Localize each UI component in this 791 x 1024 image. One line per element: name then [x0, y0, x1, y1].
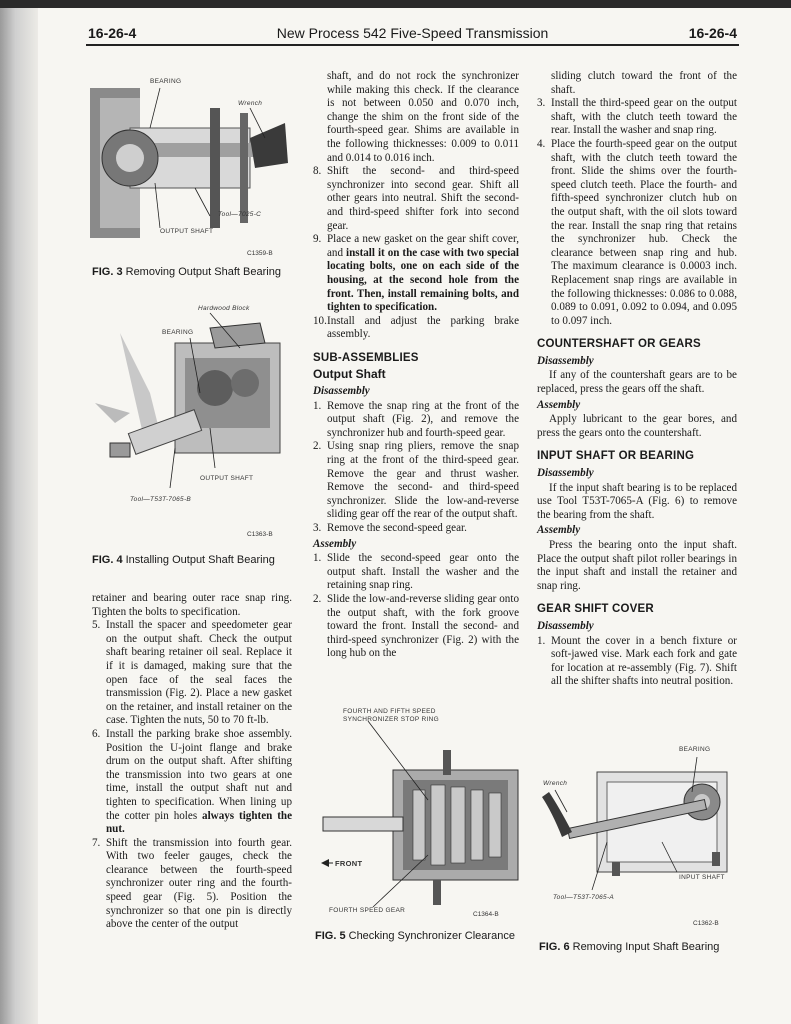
countershaft-assembly-text: Apply lubricant to the gear bores, and press the gears onto the countershaft. [537, 413, 737, 439]
col3-steps [537, 97, 737, 328]
heading-gear-shift-cover: GEAR SHIFT COVER [537, 603, 654, 616]
fig6-caption-text: Removing Input Shaft Bearing [572, 941, 720, 953]
heading-countershaft: COUNTERSHAFT OR GEARS [537, 338, 701, 351]
col2-continuation: shaft, and do not rock the synchronizer while making this check. If the clearance is not between 0.050 and 0.070 inch, change the shim on the front side of the fourth-speed gear. Shims are available in the following thicknesses: 0.009 to 0.011 and 0.014 to 0.016 inch. [327, 70, 519, 164]
output-shaft-assembly-label: Assembly [313, 537, 357, 550]
col2-steps [313, 165, 519, 342]
asm-step: 2. Slide the low-and-reverse sliding gear onto the output shaft, with the fork groove toward the front. Install the second- and third-speed synchronizer (Fig. 2) with the long hub on the [313, 592, 519, 660]
heading-sub-assemblies: SUB-ASSEMBLIES [313, 351, 419, 364]
fig6-caption [539, 941, 739, 954]
binding-gutter [0, 0, 38, 1024]
heading-output-shaft: Output Shaft [313, 367, 386, 382]
page-number-right: 16-26-4 [688, 25, 737, 41]
fig5-label-front: FRONT [335, 859, 363, 868]
gear-shift-cover-disassembly-label: Disassembly [537, 619, 594, 632]
heading-input-shaft: INPUT SHAFT OR BEARING [537, 450, 695, 463]
fig3-caption-number: FIG. 3 [92, 266, 123, 278]
gear-shift-cover-steps [537, 635, 737, 689]
fig4-caption-text: Installing Output Shaft Bearing [125, 554, 275, 566]
fig5-drawing [313, 705, 519, 927]
input-shaft-disassembly-text: If the input shaft bearing is to be replaced use Tool T53T-7065-A (Fig. 6) to remove the bearing from the shaft. [537, 481, 737, 521]
fig4-code: C1363-B [247, 531, 273, 538]
fig4-illustration [90, 303, 290, 546]
input-shaft-assembly-label: Assembly [537, 524, 581, 537]
input-shaft-disassembly-label: Disassembly [537, 467, 594, 480]
fig4-label-bearing: BEARING [162, 329, 194, 336]
fig4-caption-number: FIG. 4 [92, 554, 123, 566]
col2-step: 8. Shift the second- and third-speed synchronizer into second gear. Shift all other gears into neutral. Shift the second- and third-speed shifter fork into second gear. [313, 165, 519, 232]
fig4-caption [92, 554, 292, 567]
col1-step: 7. Shift the transmission into fourth gear. With two feeler gauges, check the clearance between the fourth-speed synchronizer outer ring and the fourth-speed gear (Fig. 5). Position the synchronizer so that one pin is directly above the center of the output [92, 836, 292, 931]
input-shaft-assembly-text: Press the bearing onto the input shaft. Place the output shaft pilot roller bearings in the input shaft and install the retainer and snap ring. [537, 539, 737, 592]
fig3-label-tool: Tool—7025-C [218, 211, 262, 218]
page-header [88, 22, 737, 46]
fig4-drawing [90, 303, 290, 546]
fig3-label-output-shaft: OUTPUT SHAFT [160, 228, 214, 235]
dis-step: 3. Remove the second-speed gear. [313, 522, 467, 534]
top-edge [0, 0, 791, 8]
fig6-drawing [537, 742, 737, 934]
page-title: New Process 542 Five-Speed Transmission [276, 25, 549, 41]
header-rule [86, 44, 739, 46]
column-1 [92, 592, 292, 932]
fig3-illustration [90, 68, 290, 263]
fig6-label-bearing: BEARING [679, 746, 711, 753]
col1-step: 6. Install the parking brake shoe assembly. Position the U-joint flange and brake drum on the output shaft. After shifting the transmission into two gears at one time, install the output shaft nut and tighten to specification. When lining up the cotter pin holes always tighten the nut. [92, 727, 292, 836]
column-2 [313, 70, 519, 661]
output-shaft-disassembly-steps [313, 400, 519, 536]
fig5-caption-number: FIG. 5 [315, 930, 346, 942]
fig5-caption-text: Checking Synchronizer Clearance [348, 930, 515, 942]
fig3-code: C1359-B [247, 250, 273, 257]
fig3-label-bearing: BEARING [150, 78, 182, 85]
col3-step: 4. Place the fourth-speed gear on the output shaft, with the clutch teeth toward the front. Slide the shims over the fourth-speed clutch teeth. Place the fourth- and fifth-speed synchronizer clutch hub on the output shaft, with the oil slots toward the rear. Install the snap ring that retains the synchronizer hub. Check the clearance between snap ring and hub. The maximum clearance is 0.0003 inch. Replacement snap rings are available in the following thicknesses: 0.086 to 0.088, 0.089 to 0.091, 0.092 to 0.094, and 0.095 to 0.097 inch. [537, 137, 737, 327]
cover-step: 1. Mount the cover in a bench fixture or soft-jawed vise. Mark each fork and gate for location at re-assembly (Fig. 7). Shift all the shifter shafts into neutral position. [537, 634, 737, 688]
countershaft-assembly-label: Assembly [537, 398, 581, 411]
countershaft-disassembly-text: If any of the countershaft gears are to be replaced, press the gears off the shaft. [537, 369, 737, 396]
fig3-label-wrench: Wrench [238, 100, 263, 107]
col1-steps [92, 619, 292, 932]
col3-continuation: sliding clutch toward the front of the shaft. [551, 70, 737, 96]
output-shaft-assembly-steps [313, 552, 519, 661]
fig6-caption-number: FIG. 6 [539, 941, 570, 953]
fig3-caption-text: Removing Output Shaft Bearing [125, 266, 281, 278]
fig4-label-output-shaft: OUTPUT SHAFT [200, 475, 254, 482]
asm-step: 1. Slide the second-speed gear onto the output shaft. Install the washer and the retaining snap ring. [313, 552, 519, 592]
fig5-code: C1364-B [473, 911, 499, 918]
fig6-label-wrench: Wrench [543, 780, 568, 787]
col1-intro: retainer and bearing outer race snap ring. Tighten the bolts to specification. [92, 592, 292, 618]
fig5-illustration [313, 705, 519, 927]
fig6-code: C1362-B [693, 920, 719, 927]
dis-step: 1. Remove the snap ring at the front of the output shaft (Fig. 2), and remove the synchronizer hub and fourth-speed gear. [313, 399, 519, 439]
fig5-label-stop-ring: FOURTH AND FIFTH SPEED SYNCHRONIZER STOP RING [343, 708, 439, 723]
fig6-label-tool: Tool—T53T-7065-A [553, 894, 615, 901]
fig5-caption [315, 930, 515, 943]
column-3 [537, 70, 737, 689]
col2-step: 10. Install and adjust the parking brake assembly. [313, 314, 519, 341]
fig4-label-tool: Tool—T53T-7065-B [130, 496, 192, 503]
fig4-label-block: Hardwood Block [198, 305, 250, 312]
fig5-label-gear: FOURTH SPEED GEAR [329, 907, 406, 914]
fig6-label-input-shaft: INPUT SHAFT [679, 874, 725, 881]
output-shaft-disassembly-label: Disassembly [313, 385, 370, 398]
dis-step: 2. Using snap ring pliers, remove the snap ring at the front of the third-speed gear. Remove the gear and thrust washer. Remove the second- and third-speed synchronizer. Slide the low-and-reverse sliding gear off the rear of the output shaft. [313, 440, 519, 521]
col3-step: 3. Install the third-speed gear on the output shaft, with the clutch teeth toward the rear. Install the washer and snap ring. [537, 97, 737, 137]
fig3-caption [92, 266, 292, 279]
page-number-left: 16-26-4 [88, 25, 137, 41]
countershaft-disassembly-label: Disassembly [537, 354, 594, 367]
col1-step: 5. Install the spacer and speedometer gear on the output shaft. Check the output shaft bearing retainer oil seal. Replace it if it is damaged, making sure that the open face of the seal faces the transmission (Fig. 2). Place a new gasket on the retainer, and install retainer on the case. Tighten the nuts, 50 to 70 ft-lb. [92, 619, 292, 727]
fig6-illustration [537, 742, 737, 934]
col2-step: 9. Place a new gasket on the gear shift cover, and install it on the case with two special locating bolts, one on each side of the housing, at the second hole from the front. Then, install remaining bolts, and tighten to specification. [313, 233, 520, 314]
